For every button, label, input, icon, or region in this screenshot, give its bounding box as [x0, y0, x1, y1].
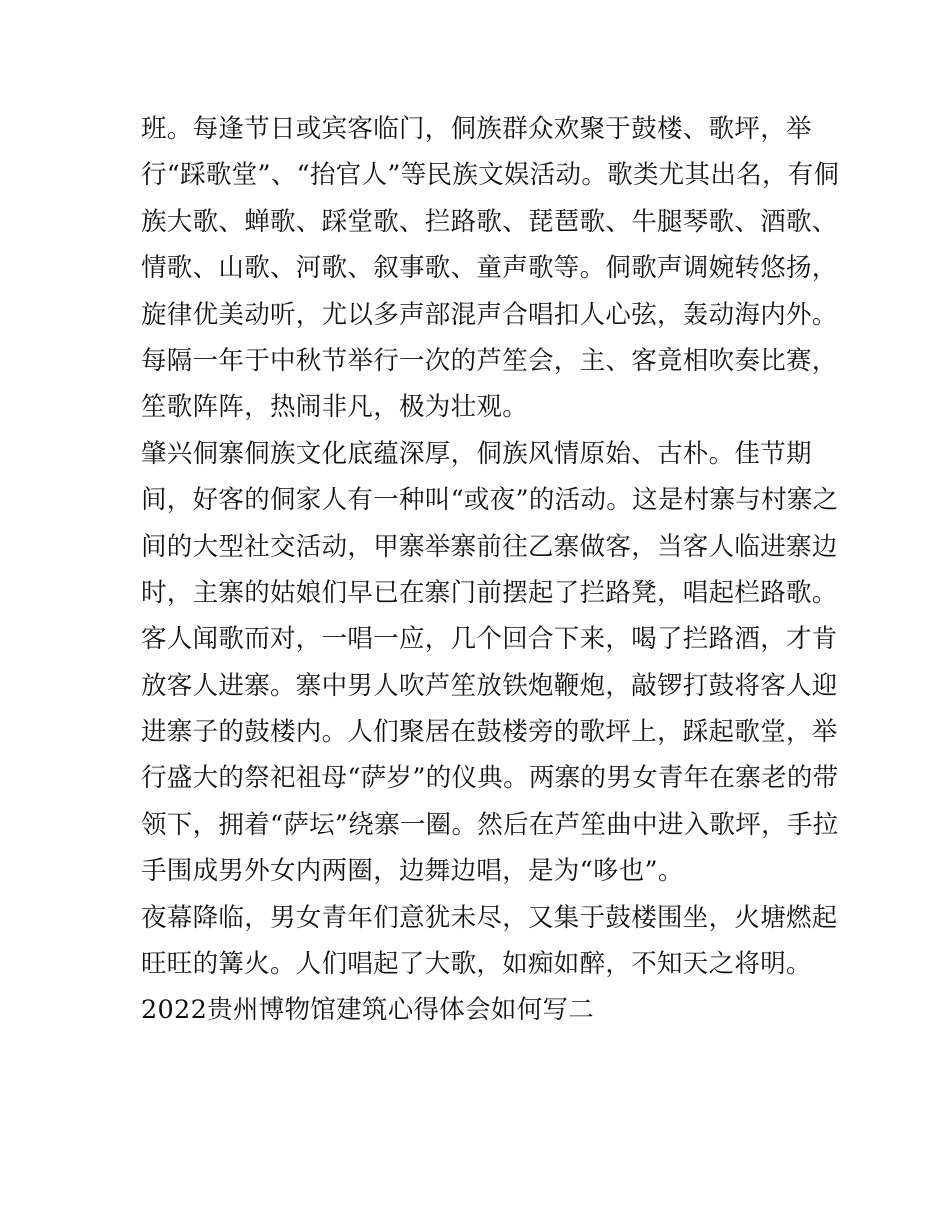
- text-line: 每隔一年于中秋节举行一次的芦笙会，主、客竟相吹奏比赛，: [141, 345, 838, 376]
- text-line: 旺旺的篝火。人们唱起了大歌，如痴如醉，不知天之将明。: [141, 949, 812, 980]
- text-line: 间，好客的侗家人有一种叫“或夜”的活动。这是村寨与村寨之: [141, 485, 839, 516]
- text-line: 肇兴侗寨侗族文化底蕴深厚，侗族风情原始、古朴。佳节期: [141, 438, 812, 469]
- text-line: 情歌、山歌、河歌、叙事歌、童声歌等。侗歌声调婉转悠扬，: [141, 253, 838, 284]
- text-line: 进寨子的鼓楼内。人们聚居在鼓楼旁的歌坪上，踩起歌堂，举: [141, 717, 838, 748]
- text-line: 班。每逢节日或宾客临门，侗族群众欢聚于鼓楼、歌坪，举: [141, 114, 812, 144]
- text-line: 夜幕降临，男女青年们意犹未尽，又集于鼓楼围坐，火塘燃起: [141, 902, 838, 933]
- text-line: 行盛大的祭祀祖母“萨岁”的仪典。两寨的男女青年在寨老的带: [141, 763, 839, 794]
- text-line: 领下，拥着“萨坛”绕寨一圈。然后在芦笙曲中进入歌坪，手拉: [141, 809, 839, 840]
- text-line: 时，主寨的姑娘们早已在寨门前摆起了拦路凳，唱起栏路歌。: [141, 577, 838, 608]
- text-line: 放客人进寨。寨中男人吹芦笙放铁炮鞭炮，敲锣打鼓将客人迎: [141, 670, 838, 701]
- section-heading: 2022贵州博物馆建筑心得体会如何写二: [141, 995, 595, 1026]
- text-line: 族大歌、蝉歌、踩堂歌、拦路歌、琵琶歌、牛腿琴歌、酒歌、: [141, 206, 838, 237]
- text-line: 旋律优美动听，尤以多声部混声合唱扣人心弦，轰动海内外。: [141, 299, 838, 330]
- body-text: [141, 106, 840, 1034]
- text-line: 笙歌阵阵，热闹非凡，极为壮观。: [141, 392, 529, 423]
- text-line: 手围成男外女内两圈，边舞边唱，是为“哆也”。: [141, 856, 684, 887]
- text-line: 间的大型社交活动，甲寨举寨前往乙寨做客，当客人临进寨边: [141, 531, 838, 562]
- text-line: 行“踩歌堂”、“抬官人”等民族文娱活动。歌类尤其出名，有侗: [141, 160, 840, 191]
- text-line: 客人闻歌而对，一唱一应，几个回合下来，喝了拦路酒，才肯: [141, 624, 838, 655]
